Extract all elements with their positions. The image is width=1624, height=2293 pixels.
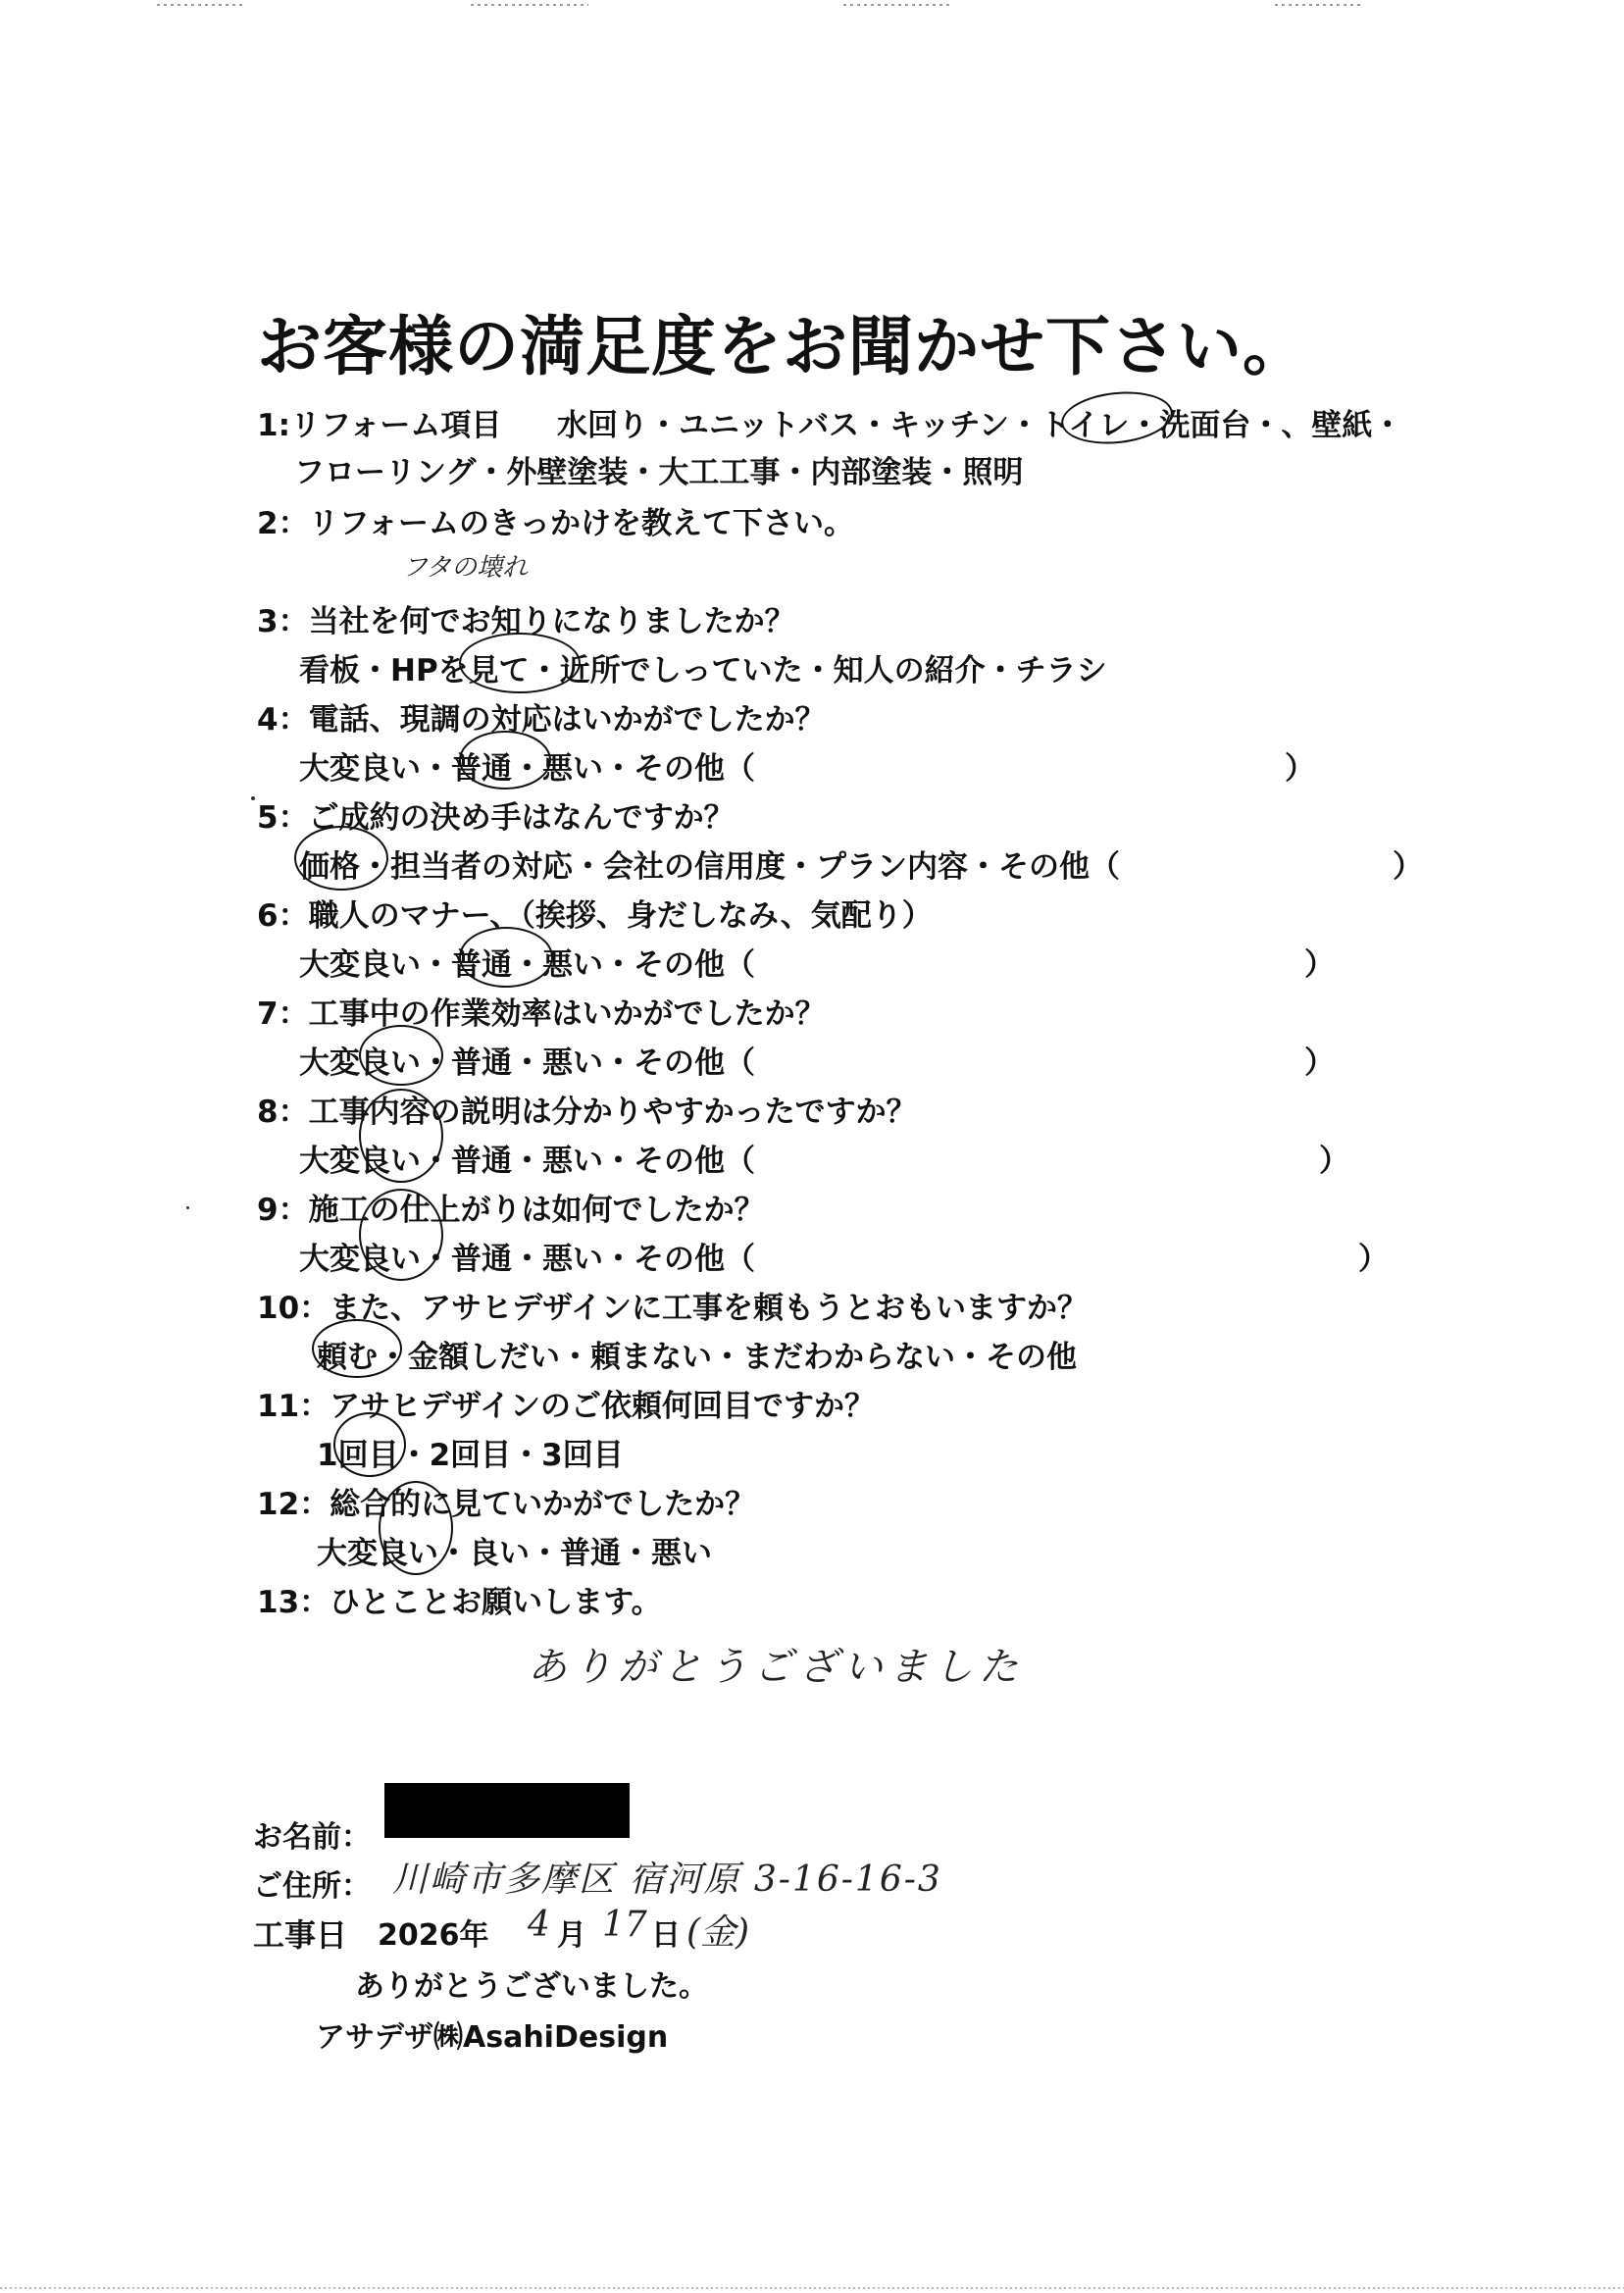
scan-artifact-line bbox=[157, 4, 245, 6]
question-4-label: 4：電話、現調の対応はいかがでしたか？ bbox=[257, 702, 826, 738]
question-8-label: 8：工事内容の説明は分かりやすかったですか？ bbox=[257, 1095, 917, 1130]
work-date-month: 4 bbox=[528, 1905, 550, 1945]
question-6-options: 大変良い・普通・悪い・その他（ bbox=[299, 947, 755, 983]
scan-speck bbox=[186, 1206, 189, 1209]
question-2-handwritten-answer: フタの壊れ bbox=[402, 553, 529, 583]
work-date-month-label: 月 bbox=[557, 1918, 586, 1953]
question-13-handwritten-answer: ありがとうございました bbox=[528, 1645, 1024, 1690]
name-label: お名前： bbox=[253, 1820, 371, 1855]
question-11-label: 11：アサヒデザインのご依頼何回目ですか？ bbox=[257, 1389, 875, 1424]
answer-circle bbox=[359, 1025, 443, 1086]
question-9-close-paren: ） bbox=[1358, 1242, 1389, 1277]
answer-circle bbox=[294, 826, 388, 891]
question-6-label: 6：職人のマナー、（挨拶、身だしなみ、気配り） bbox=[257, 898, 933, 934]
question-7-label: 7：工事中の作業効率はいかがでしたか？ bbox=[257, 996, 826, 1032]
work-date-weekday: (金) bbox=[686, 1912, 750, 1953]
question-9-label: 9：施工の仕上がりは如何でしたか？ bbox=[257, 1193, 765, 1228]
scan-artifact-line bbox=[471, 4, 588, 6]
question-7-close-paren: ） bbox=[1304, 1045, 1335, 1081]
question-3-label: 3：当社を何でお知りになりましたか？ bbox=[257, 604, 795, 639]
question-9-options: 大変良い・普通・悪い・その他（ bbox=[299, 1242, 755, 1277]
work-date-day-label: 日 bbox=[651, 1918, 681, 1953]
question-4-options: 大変良い・普通・悪い・その他（ bbox=[299, 751, 755, 787]
question-10-options: 頼む・金額しだい・頼まない・まだわからない・その他 bbox=[317, 1340, 1077, 1375]
question-8-options: 大変良い・普通・悪い・その他（ bbox=[299, 1144, 755, 1179]
question-4-close-paren: ） bbox=[1285, 751, 1315, 787]
scan-speck bbox=[251, 796, 255, 800]
question-1-options-line2: フローリング・外壁塗装・大工工事・内部塗装・照明 bbox=[294, 455, 1024, 490]
question-8-close-paren: ） bbox=[1319, 1144, 1349, 1179]
question-11-options: 1回目・2回目・3回目 bbox=[317, 1438, 624, 1473]
work-date-year: 2026年 bbox=[378, 1918, 489, 1953]
question-5-label: 5：ご成約の決め手はなんですか？ bbox=[257, 800, 735, 836]
answer-circle bbox=[333, 1412, 406, 1477]
question-12-options: 大変良い・良い・普通・悪い bbox=[317, 1536, 712, 1571]
scan-artifact-line bbox=[0, 2287, 1624, 2289]
question-12-label: 12：総合的に見ていかがでしたか？ bbox=[257, 1487, 756, 1522]
answer-circle bbox=[359, 1089, 443, 1183]
question-13-label: 13：ひとことお願いします。 bbox=[257, 1585, 662, 1620]
answer-circle bbox=[379, 1481, 453, 1575]
question-1-label: 1:リフォーム項目 bbox=[257, 408, 502, 443]
question-1-options-line1: 水回り・ユニットバス・キッチン・トイレ・洗面台・、壁紙・ bbox=[557, 408, 1403, 443]
question-2-label: 2：リフォームのきっかけを教えて下さい。 bbox=[257, 506, 855, 541]
scan-artifact-line bbox=[1275, 4, 1363, 6]
work-date-label: 工事日 bbox=[253, 1916, 348, 1954]
company-name: アサデザ㈱AsahiDesign bbox=[316, 2020, 669, 2055]
question-6-close-paren: ） bbox=[1304, 947, 1335, 983]
question-7-options: 大変良い・普通・悪い・その他（ bbox=[299, 1045, 755, 1081]
redacted-name bbox=[384, 1783, 630, 1838]
question-10-label: 10：また、アサヒデザインに工事を頼もうとおもいますか？ bbox=[257, 1291, 1088, 1326]
answer-circle bbox=[459, 927, 553, 988]
question-5-close-paren: ） bbox=[1393, 849, 1423, 885]
answer-circle bbox=[459, 731, 551, 790]
page-title: お客様の満足度をお聞かせ下さい。 bbox=[257, 309, 1308, 384]
scan-artifact-line bbox=[843, 4, 951, 6]
thanks-message: ありがとうございました。 bbox=[355, 1969, 708, 2004]
answer-circle bbox=[459, 633, 581, 693]
question-3-options: 看板・HPを見て・近所でしっていた・知人の紹介・チラシ bbox=[299, 653, 1107, 688]
address-handwritten-value: 川崎市多摩区 宿河原 3-16-16-3 bbox=[392, 1860, 942, 1900]
question-5-options: 価格・担当者の対応・会社の信用度・プラン内容・その他（ bbox=[299, 849, 1120, 885]
address-label: ご住所： bbox=[253, 1869, 371, 1904]
answer-circle bbox=[359, 1189, 443, 1281]
work-date-day: 17 bbox=[602, 1905, 647, 1945]
answer-circle bbox=[312, 1319, 402, 1378]
